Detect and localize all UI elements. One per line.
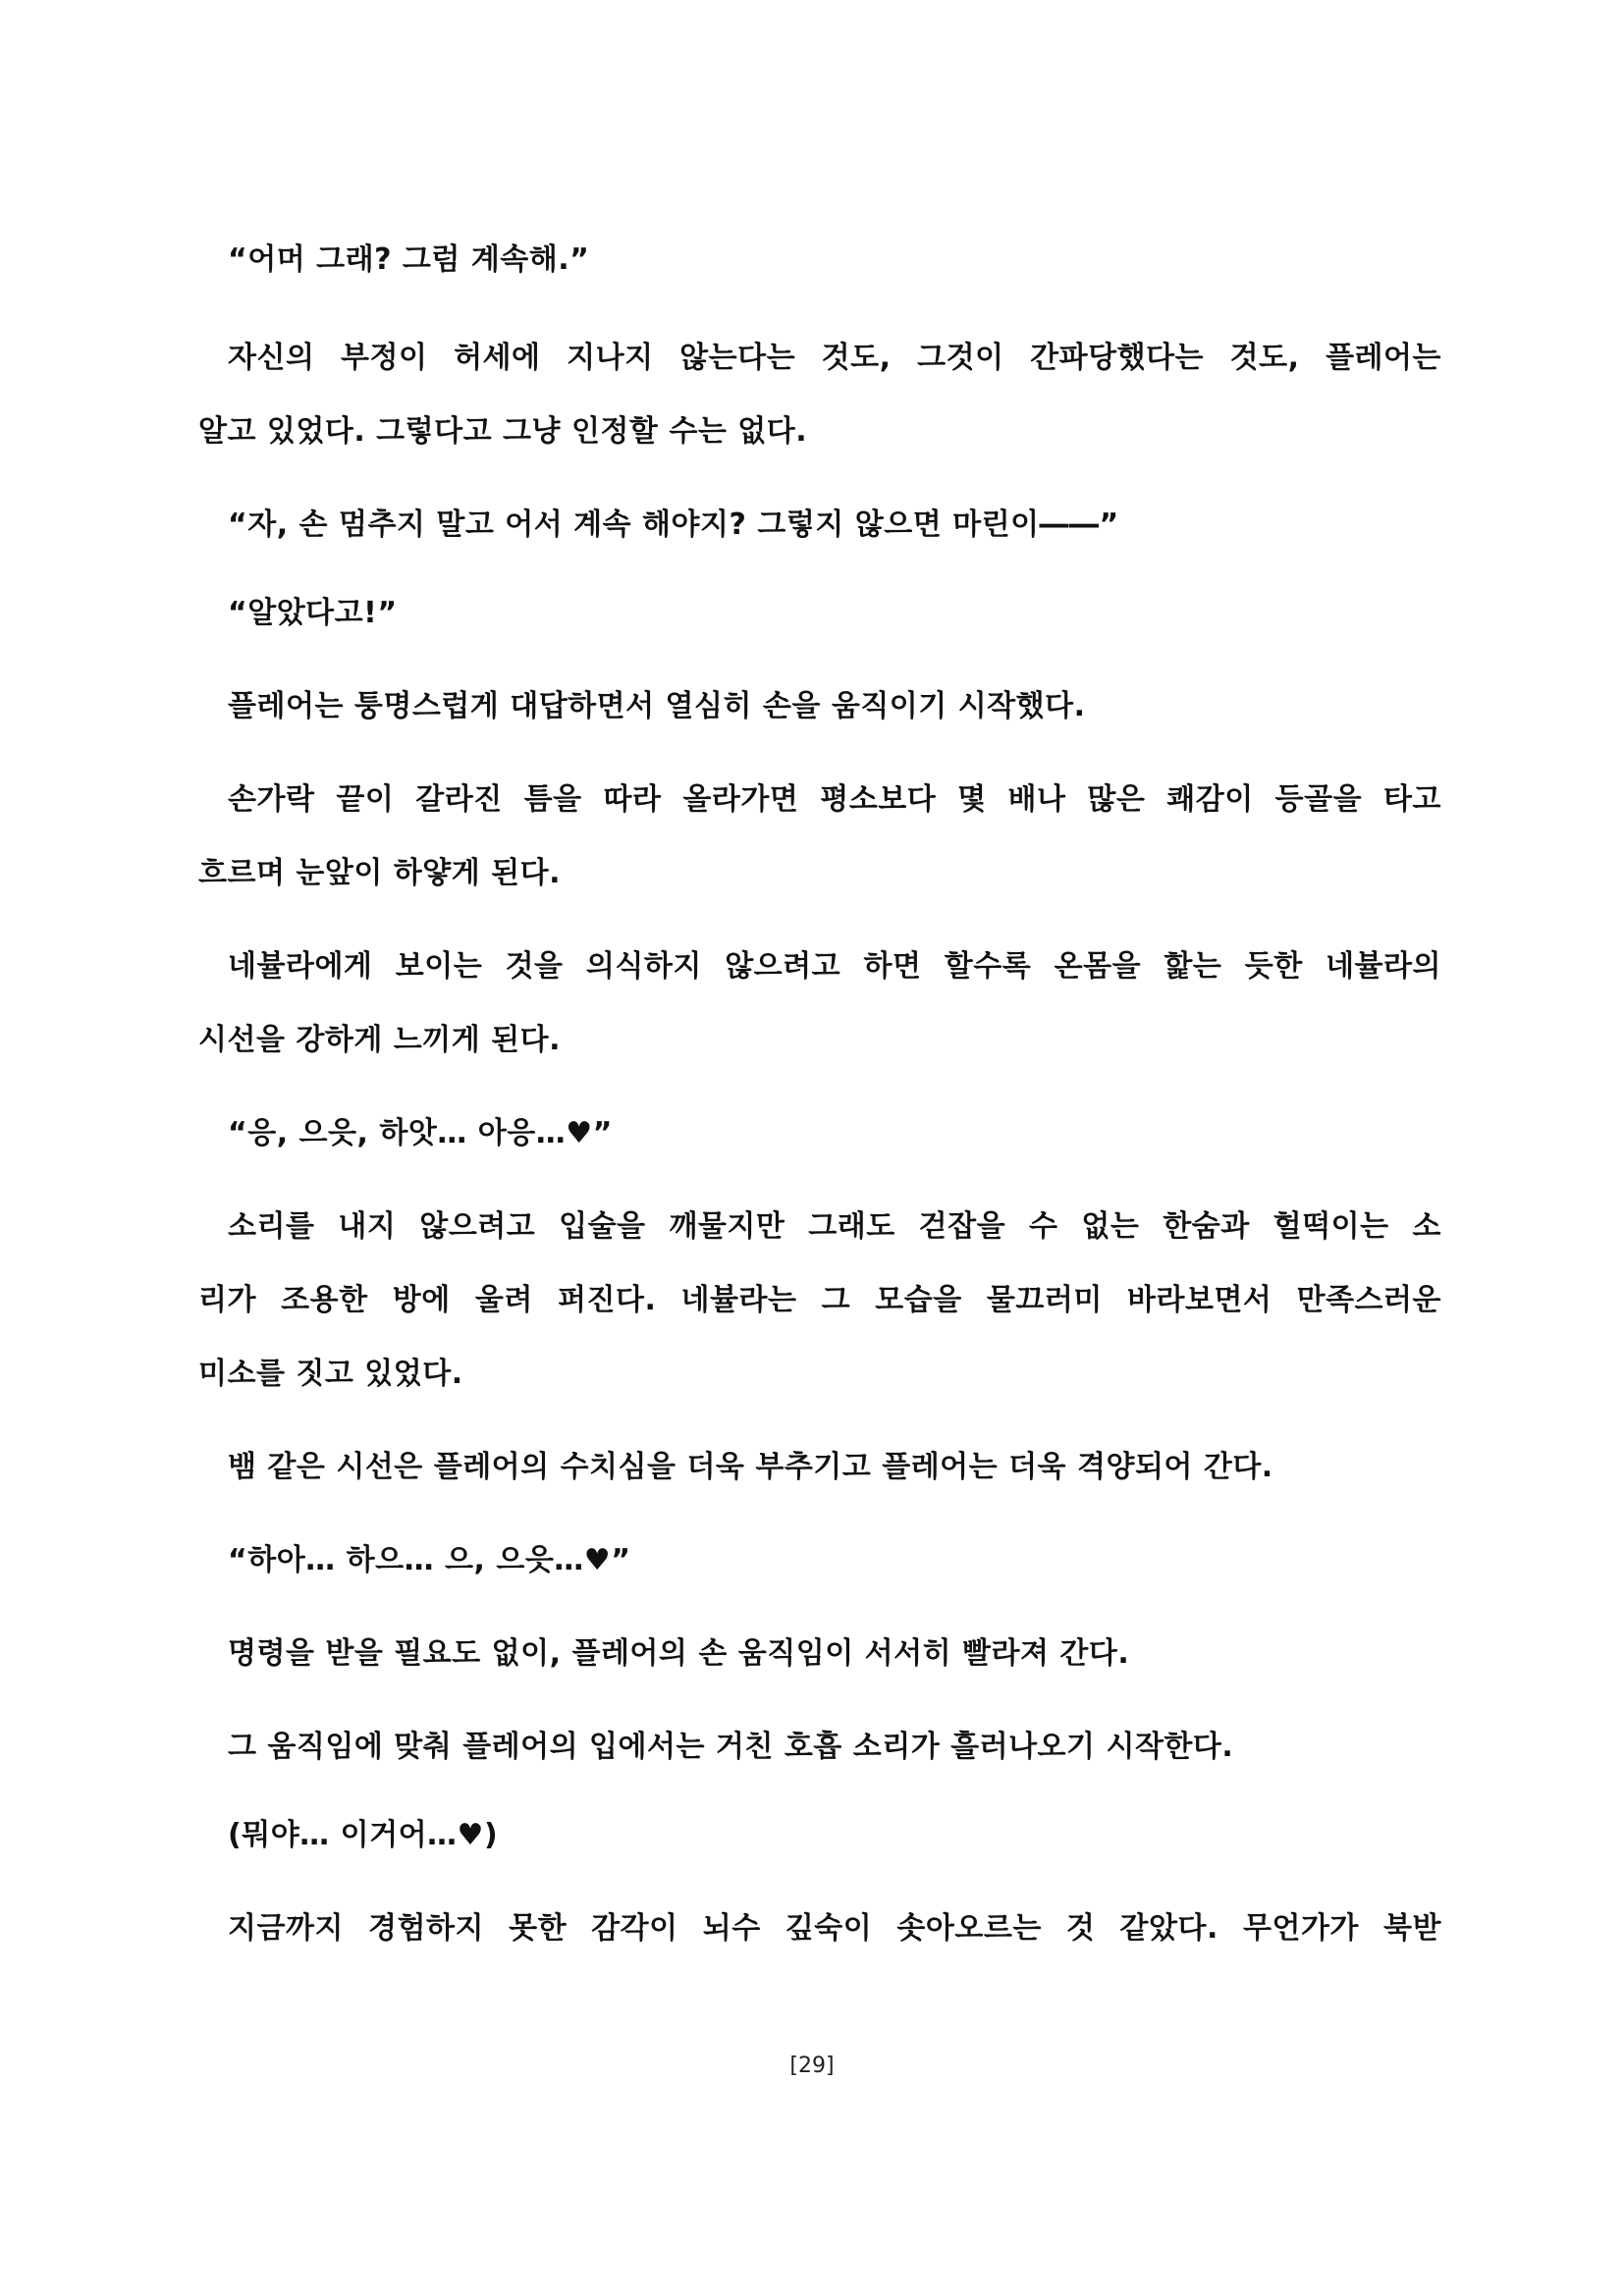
paragraph-2-line-2: 알고 있었다. 그렇다고 그냥 인정할 수는 없다. — [198, 414, 808, 449]
paragraph-10-line-1: 뱀 같은 시선은 플레어의 수치심을 더욱 부추기고 플레어는 더욱 격양되어 간다. — [228, 1450, 1273, 1484]
page-number: [29] — [789, 2054, 835, 2078]
paragraph-7-line-2: 시선을 강하게 느끼게 된다. — [198, 1023, 562, 1057]
paragraph-8-line-1: “응, 으읏, 하앗… 아응…♥” — [228, 1116, 613, 1150]
paragraph-2-line-1: 자신의 부정이 허세에 지나지 않는다는 것도, 그것이 간파당했다는 것도, 플레어는 — [228, 341, 1441, 375]
paragraph-9-line-2: 리가 조용한 방에 울려 퍼진다. 네뷸라는 그 모습을 물끄러미 바라보면서 만족스러운 — [198, 1283, 1441, 1317]
paragraph-5-line-1: 플레어는 퉁명스럽게 대답하면서 열심히 손을 움직이기 시작했다. — [228, 689, 1086, 723]
paragraph-13-line-1: 그 움직임에 맞춰 플레어의 입에서는 거친 호흡 소리가 흘러나오기 시작한다. — [228, 1730, 1234, 1764]
paragraph-6-line-1: 손가락 끝이 갈라진 틈을 따라 올라가면 평소보다 몇 배나 많은 쾌감이 등골을 타고 — [228, 782, 1441, 817]
paragraph-1-line-1: “어머 그래? 그럼 계속해.” — [228, 242, 590, 277]
paragraph-12-line-1: 명령을 받을 필요도 없이, 플레어의 손 움직임이 서서히 빨라져 간다. — [228, 1636, 1130, 1671]
paragraph-9-line-1: 소리를 내지 않으려고 입술을 깨물지만 그래도 걷잡을 수 없는 한숨과 헐떡이는 소 — [228, 1209, 1441, 1244]
paragraph-3-line-1: “자, 손 멈추지 말고 어서 계속 해야지? 그렇지 않으면 마린이――” — [228, 507, 1119, 542]
paragraph-4-line-1: “알았다고!” — [228, 596, 398, 630]
paragraph-7-line-1: 네뷸라에게 보이는 것을 의식하지 않으려고 하면 할수록 온몸을 핥는 듯한 네뷸라의 — [228, 949, 1441, 984]
paragraph-14-line-1: (뭐야… 이거어…♥) — [228, 1818, 499, 1852]
paragraph-11-line-1: “하아… 하으… 으, 으읏…♥” — [228, 1543, 631, 1577]
paragraph-6-line-2: 흐르며 눈앞이 하얗게 된다. — [198, 856, 562, 890]
paragraph-9-line-3: 미소를 짓고 있었다. — [198, 1357, 463, 1391]
paragraph-15-line-1: 지금까지 경험하지 못한 감각이 뇌수 깊숙이 솟아오르는 것 같았다. 무언가가 북받 — [228, 1911, 1441, 1946]
